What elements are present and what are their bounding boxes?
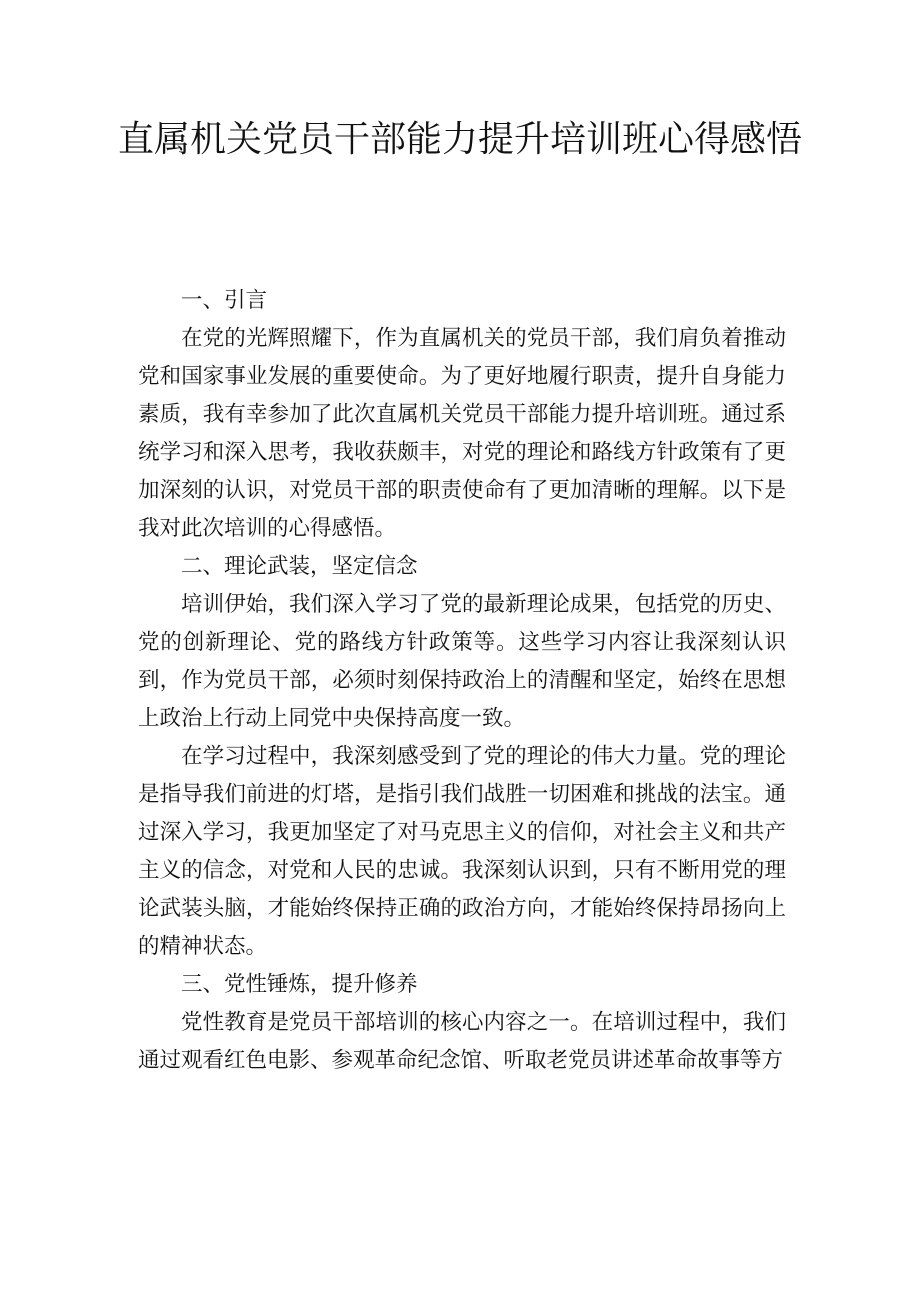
document-title: 直属机关党员干部能力提升培训班心得感悟	[117, 119, 802, 160]
section-heading-party-spirit: 三、党性锤炼，提升修养	[181, 972, 418, 997]
section-heading-introduction: 一、引言	[181, 288, 268, 313]
paragraph-theory-2: 在学习过程中，我深刻感受到了党的理论的伟大力量。党的理论是指导我们前进的灯塔，是指引我们战胜一切困难和挑战的法宝。通过深入学习，我更加坚定了对马克思主义的信仰，对社会主义和共产主义的信念，对党和人民的忠诚。我深刻认识到，只有不断用党的理论武装头脑，才能始终保持正确的政治方向，才能始终保持昂扬向上的精神状态。	[138, 744, 786, 959]
section-heading-theory: 二、理论武装，坚定信念	[181, 554, 418, 579]
document-body	[138, 282, 786, 1080]
paragraph-theory-1: 培训伊始，我们深入学习了党的最新理论成果，包括党的历史、党的创新理论、党的路线方针政策等。这些学习内容让我深刻认识到，作为党员干部，必须时刻保持政治上的清醒和坚定，始终在思想上政治上行动上同党中央保持高度一致。	[138, 592, 786, 731]
paragraph-introduction: 在党的光辉照耀下，作为直属机关的党员干部，我们肩负着推动党和国家事业发展的重要使命。为了更好地履行职责，提升自身能力素质，我有幸参加了此次直属机关党员干部能力提升培训班。通过系统学习和深入思考，我收获颇丰，对党的理论和路线方针政策有了更加深刻的认识，对党员干部的职责使命有了更加清晰的理解。以下是我对此次培训的心得感悟。	[138, 326, 786, 541]
paragraph-party-spirit: 党性教育是党员干部培训的核心内容之一。在培训过程中，我们通过观看红色电影、参观革命纪念馆、听取老党员讲述革命故事等方	[138, 1010, 786, 1073]
